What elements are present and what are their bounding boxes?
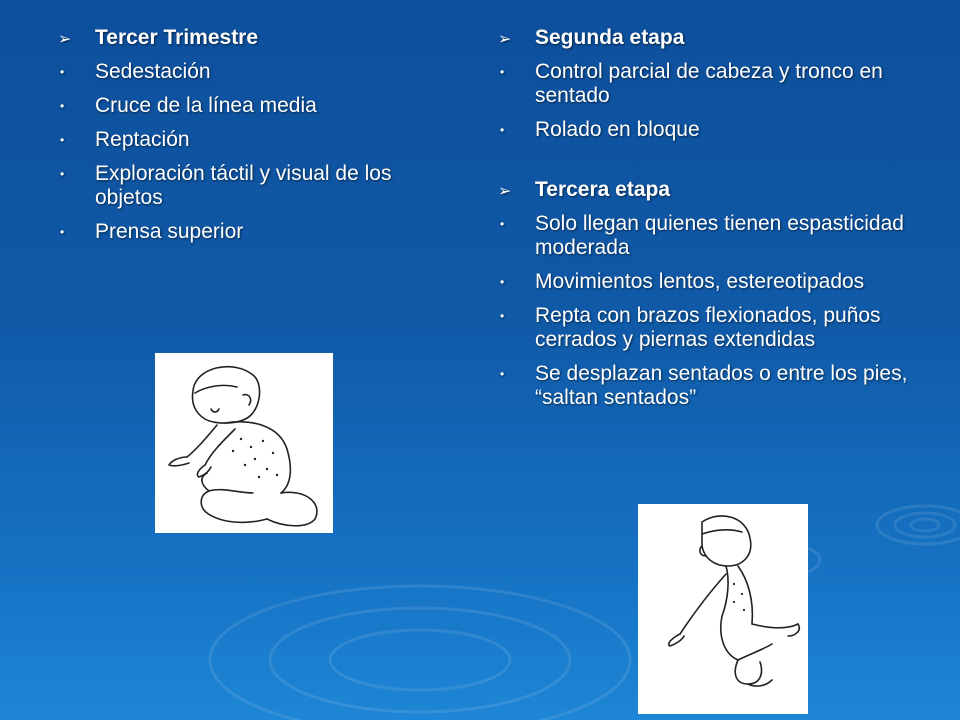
left-column [58, 26, 448, 254]
list-item-text: Cruce de la línea media [95, 94, 317, 117]
left-list [58, 26, 448, 244]
list-item [58, 128, 448, 152]
dot-bullet-icon: • [500, 217, 505, 231]
arrow-bullet-icon: ➢ [498, 31, 512, 48]
dot-bullet-icon: • [500, 275, 505, 289]
list-item-text: Exploración táctil y visual de los objetos [95, 162, 392, 209]
list-item-text: Control parcial de cabeza y tronco en sentado [535, 60, 883, 107]
left-heading [58, 26, 448, 50]
list-item-text: Movimientos lentos, estereotipados [535, 270, 865, 293]
list-item-text: Rolado en bloque [535, 118, 700, 141]
dot-bullet-icon: • [60, 99, 65, 113]
dot-bullet-icon: • [500, 367, 505, 381]
dot-bullet-icon: • [60, 167, 65, 181]
list-item [498, 212, 918, 260]
arrow-bullet-icon: ➢ [498, 183, 512, 200]
list-item-text: Solo llegan quienes tienen espasticidad moderada [535, 212, 904, 259]
list-item [58, 94, 448, 118]
scooting-child-illustration [638, 504, 808, 714]
list-item [498, 362, 918, 410]
dot-bullet-icon: • [500, 65, 505, 79]
stage3-heading-text: Tercera etapa [535, 178, 671, 201]
list-item [498, 60, 918, 108]
list-item [498, 118, 918, 142]
dot-bullet-icon: • [60, 65, 65, 79]
arrow-bullet-icon: ➢ [58, 31, 72, 48]
right-list [498, 26, 918, 410]
right-column [498, 26, 918, 420]
list-item [498, 270, 918, 294]
left-heading-text: Tercer Trimestre [95, 26, 259, 49]
list-item [498, 304, 918, 352]
stage2-heading [498, 26, 918, 50]
stage3-heading [498, 178, 918, 202]
dot-bullet-icon: • [60, 133, 65, 147]
list-item [58, 60, 448, 84]
list-item-text: Prensa superior [95, 220, 244, 243]
list-item [58, 162, 448, 210]
list-item-text: Sedestación [95, 60, 211, 83]
sitting-baby-illustration [155, 353, 333, 533]
dot-bullet-icon: • [60, 225, 65, 239]
stage2-heading-text: Segunda etapa [535, 26, 685, 49]
dot-bullet-icon: • [500, 123, 505, 137]
list-item [58, 220, 448, 244]
list-item-text: Reptación [95, 128, 190, 151]
list-item-text: Repta con brazos flexionados, puños cerrados y piernas extendidas [535, 304, 881, 351]
list-item-text: Se desplazan sentados o entre los pies, “saltan sentados” [535, 362, 908, 409]
dot-bullet-icon: • [500, 309, 505, 323]
